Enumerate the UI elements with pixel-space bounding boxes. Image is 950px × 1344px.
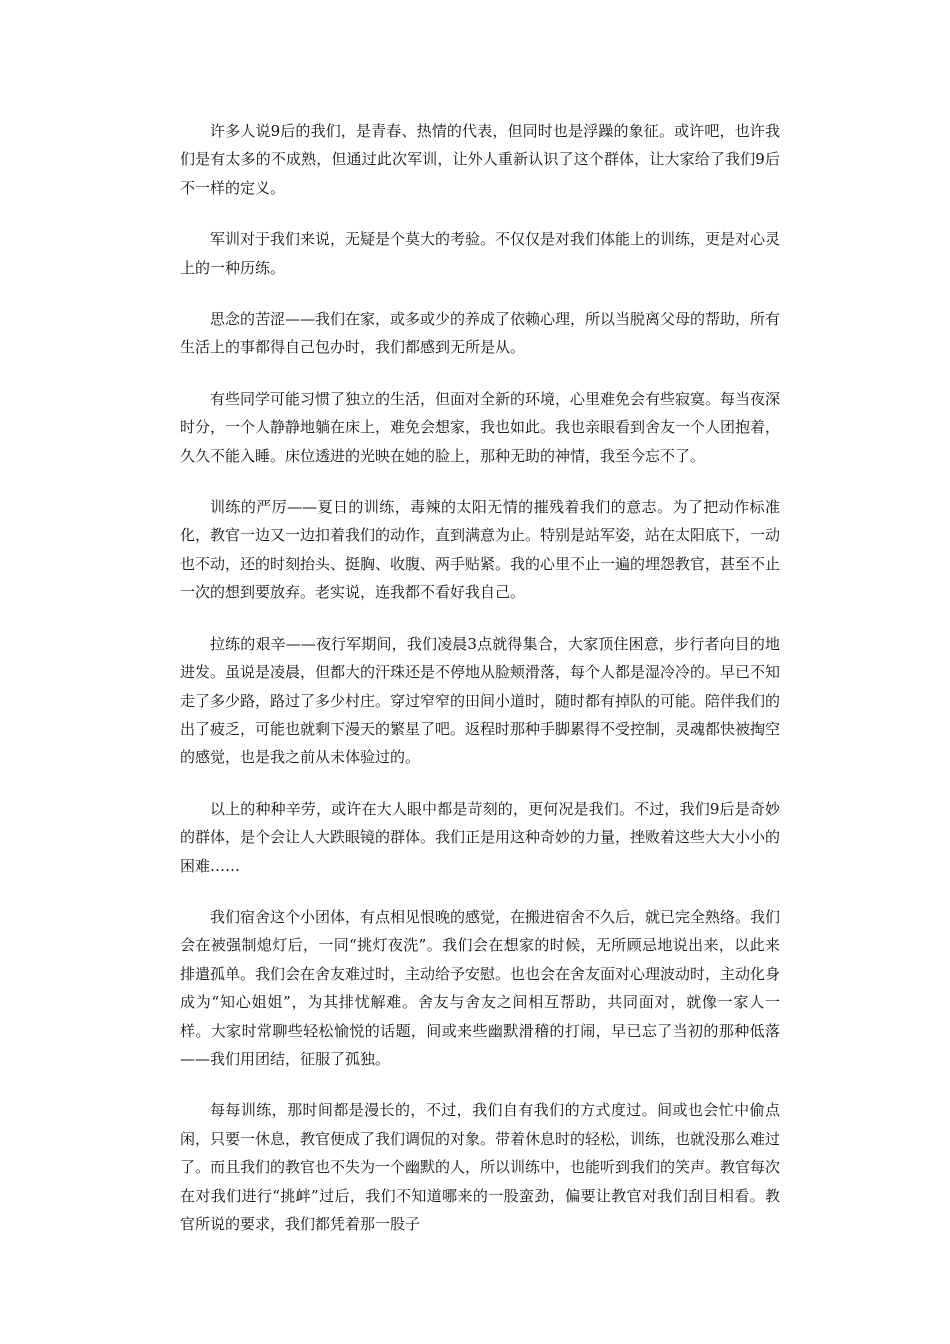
paragraph-1: 许多人说9后的我们，是青春、热情的代表，但同时也是浮躁的象征。或许吧，也许我们是有太多的不成熟，但通过此次军训，让外人重新认识了这个群体，让大家给了我们9后不一样的定义。 xyxy=(180,122,780,197)
paragraph-6: 拉练的艰辛——夜行军期间，我们凌晨3点就得集合，大家顶住困意，步行者向目的地进发。虽说是凌晨，但都大的汗珠还是不停地从脸颊滑落，每个人都是湿冷冷的。早已不知走了多少路，路过了多少村庄。穿过窄窄的田间小道时，随时都有掉队的可能。陪伴我们的出了疲乏，可能也就剩下漫天的繁星了吧。返程时那种手脚累得不受控制，灵魂都快被掏空的感觉，也是我之前从未体验过的。 xyxy=(180,634,781,767)
paragraph-9: 每每训练，那时间都是漫长的，不过，我们自有我们的方式度过。间或也会忙中偷点闲，只要一休息，教官便成了我们调侃的对象。带着休息时的轻松，训练，也就没那么难过了。而且我们的教官也不失为一个幽默的人，所以训练中，也能听到我们的笑声。教官每次在对我们进行“挑衅”过后，我们不知道哪来的一股蛮劲，偏要让教官对我们刮目相看。教官所说的要求，我们都凭着那一股子 xyxy=(180,1101,781,1233)
article-body xyxy=(180,117,780,1261)
paragraph-3: 思念的苦涩——我们在家，或多或少的养成了依赖心理，所以当脱离父母的帮助，所有生活上的事都得自己包办时，我们都感到无所是从。 xyxy=(180,310,781,357)
paragraph-5: 训练的严厉——夏日的训练，毒辣的太阳无情的摧残着我们的意志。为了把动作标准化，教官一边又一边扣着我们的动作，直到满意为止。特别是站军姿，站在太阳底下，一动也不动，还的时刻抬头、挺胸、收腹、两手贴紧。我的心里不止一遍的埋怨教官，甚至不止一次的想到要放弃。老实说，连我都不看好我自己。 xyxy=(180,498,781,602)
paragraph-8: 我们宿舍这个小团体，有点相见恨晚的感觉，在搬进宿舍不久后，就已完全熟络。我们会在被强制熄灯后，一同“挑灯夜洗”。我们会在想家的时候，无所顾忌地说出来，以此来排遣孤单。我们会在舍友难过时，主动给予安慰。也也会在舍友面对心理波动时，主动化身成为“知心姐姐”，为其排忧解难。舍友与舍友之间相互帮助，共同面对，就像一家人一样。大家时常聊些轻松愉悦的话题，间或来些幽默滑稽的打闹，早已忘了当初的那种低落——我们用团结，征服了孤独。 xyxy=(180,907,781,1068)
paragraph-7: 以上的种种辛劳，或许在大人眼中都是苛刻的，更何况是我们。不过，我们9后是奇妙的群体，是个会让人大跌眼镜的群体。我们正是用这种奇妙的力量，挫败着这些大大小小的困难…… xyxy=(180,799,781,875)
paragraph-2: 军训对于我们来说，无疑是个莫大的考验。不仅仅是对我们体能上的训练，更是对心灵上的一种历练。 xyxy=(180,230,781,277)
paragraph-4: 有些同学可能习惯了独立的生活，但面对全新的环境，心里难免会有些寂寞。每当夜深时分，一个人静静地躺在床上，难免会想家，我也如此。我也亲眼看到舍友一个人团抱着，久久不能入睡。床位透进的光映在她的脸上，那种无助的神情，我至今忘不了。 xyxy=(180,389,781,465)
